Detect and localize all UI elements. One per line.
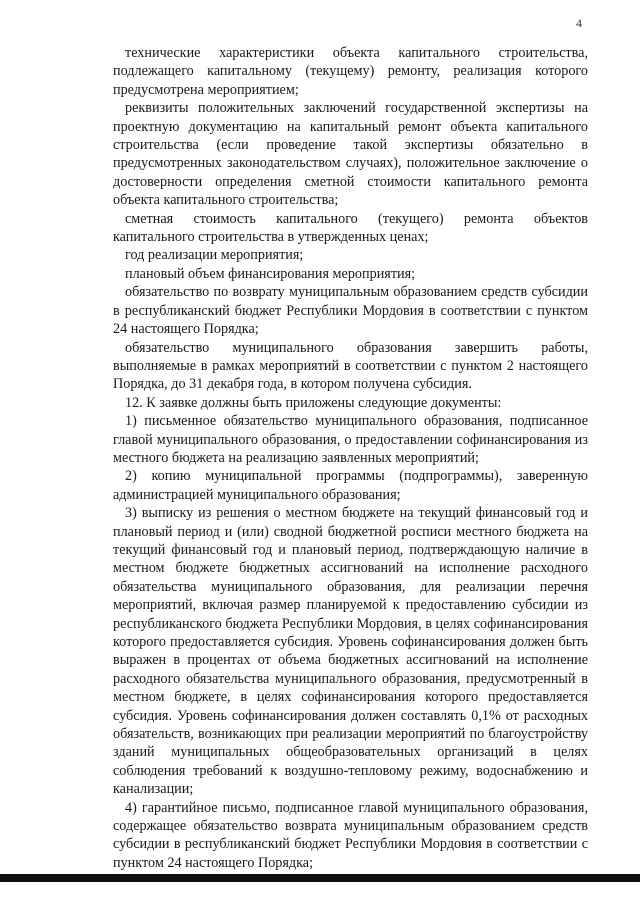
page-number: 4 bbox=[576, 16, 582, 30]
paragraph: технические характеристики объекта капитального строительства, подлежащего капитальному (текущему) ремонту, реализация которого предусмотрена мероприятием; bbox=[113, 45, 588, 98]
paragraph: год реализации мероприятия; bbox=[125, 247, 304, 264]
list-item: 4) гарантийное письмо, подписанное главой муниципального образования, содержащее обязательство возврата муниципальным образованием средств субсидии в республиканский бюджет Республики Мордовия в соответствии с пунктом 24 настоящего Порядка; bbox=[113, 799, 588, 871]
paragraph: сметная стоимость капитального (текущего) ремонта объектов капитального строительства в утвержденных ценах; bbox=[113, 210, 588, 246]
paragraph: плановый объем финансирования мероприятия; bbox=[125, 265, 416, 282]
paragraph: реквизиты положительных заключений государственной экспертизы на проектную документацию на капитальный ремонт объекта капитального строительства (если проведение такой экспертизы обязательно в предусмотренных законодательством случаях), положительное заключение о достоверности определения сметной стоимости капитального ремонта объекта капитального строительства; bbox=[113, 100, 588, 209]
list-item: 1) письменное обязательство муниципального образования, подписанное главой муниципального образования, о предоставлении софинансирования из местного бюджета на реализацию заявленных мероприятий; bbox=[113, 413, 588, 466]
paragraph: обязательство по возврату муниципальным образованием средств субсидии в республиканский бюджет Республики Мордовия в соответствии с пунктом 24 настоящего Порядка; bbox=[113, 284, 588, 338]
section-heading: 12. К заявке должны быть приложены следующие документы: bbox=[125, 394, 502, 411]
paragraph: обязательство муниципального образования завершить работы, выполняемые в рамках мероприятий в соответствии с пунктом 2 настоящего Порядка, до 31 декабря года, в котором получена субсидия. bbox=[113, 339, 588, 393]
list-item: 3) выписку из решения о местном бюджете на текущий финансовый год и плановый период и (или) сводной бюджетной росписи местного бюджета на текущий финансовый год и плановый период, подтверждающую наличие в местном бюджете бюджетных ассигнований на исполнение расходного обязательства муниципального образования, для реализации перечня мероприятий, включая размер планируемой к предоставлению субсидии из республиканского бюджета Республики Мордовия, в целях софинансирования которого предоставляется субсидия. Уровень софинансирования должен быть выражен в процентах от объема бюджетных ассигнований на исполнение расходного обязательства муниципального образования, предусмотренный в местном бюджете, в целях софинансирования которого предоставляется субсидия. Уровень софинансирования должен составлять 0,1% от расходных обязательств, возникающих при реализации мероприятий по благоустройству зданий муниципальных общеобразовательных организаций в целях соблюдения требований к воздушно-тепловому режиму, водоснабжению и канализации; bbox=[113, 505, 588, 798]
bottom-scan-border bbox=[0, 874, 640, 882]
list-item: 2) копию муниципальной программы (подпрограммы), заверенную администрацией муниципального образования; bbox=[113, 468, 588, 503]
document-body bbox=[113, 44, 588, 872]
